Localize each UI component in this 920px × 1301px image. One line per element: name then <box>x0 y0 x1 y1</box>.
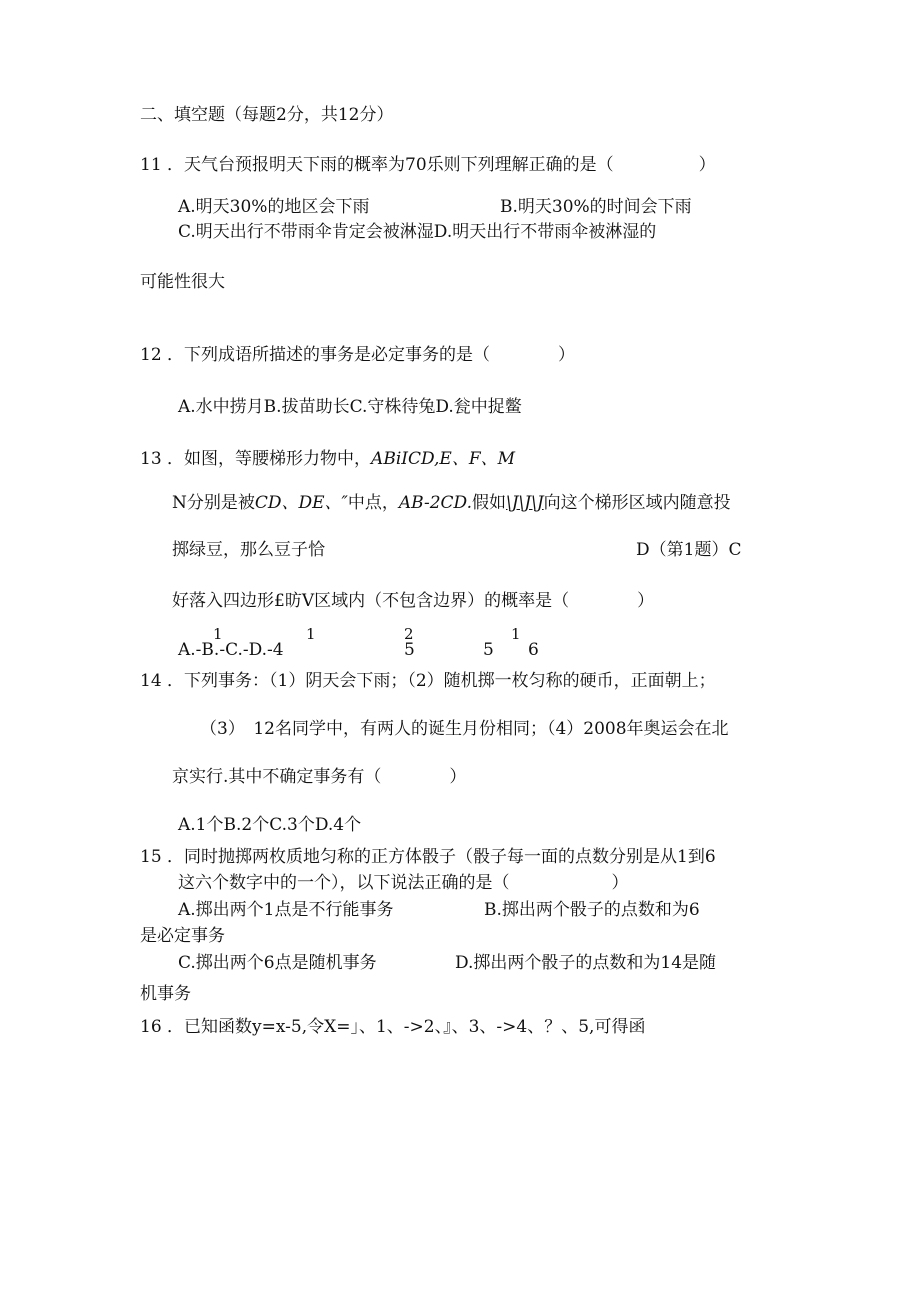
q15-option-a: A.掷出两个1点是不行能事务 <box>178 900 394 920</box>
q14-stem: 14 ．下列事务：（1）阴天会下雨；（2）随机掷一枚匀称的硬币，正面朝上； <box>140 671 716 691</box>
q14-line2: （3） 12名同学中，有两人的诞生月份相同；（4）2008年奥运会在北 <box>200 719 729 739</box>
q15-option-d: D.掷出两个骰子的点数和为14是随 <box>455 953 717 973</box>
q13-fraction-numerator-2: 1 <box>306 625 316 643</box>
q13-stem-text: 13 ．如图，等腰梯形力物中， <box>140 449 372 469</box>
q14-line3: 京实行.其中不确定事务有（ ） <box>172 767 467 787</box>
q13-fraction-denominator-3: 6 <box>528 640 539 660</box>
section-title: 二、填空题（每题2分，共12分） <box>140 105 394 125</box>
q11-stem: 11 ．天气台预报明天下雨的概率为70乐则下列理解正确的是（ ） <box>140 155 716 175</box>
q13-figure-caption: D（第1题）C <box>636 540 742 560</box>
q15-option-b: B.掷出两个骰子的点数和为6 <box>484 900 700 920</box>
q13-stem-math: ABiICD,E、F、M <box>371 449 516 469</box>
q13-line2-f: \J\J\J <box>506 493 544 513</box>
q11-option-a: A.明天30%的地区会下雨 <box>178 197 370 217</box>
q15-option-b-continued: 是必定事务 <box>140 926 225 946</box>
q13-options: A.-B.-C.-D.-4 <box>178 640 284 660</box>
q13-line3-text: 掷绿豆，那么豆子恰 <box>172 540 325 560</box>
q13-fraction-numerator-3: 2 <box>404 625 414 643</box>
q13-line2-a: N分别是被 <box>172 493 255 513</box>
q13-fraction-denominator-2: 5 <box>483 640 494 660</box>
q11-option-b: B.明天30%的时间会下雨 <box>500 197 692 217</box>
q15-stem-line2: 这六个数字中的一个），以下说法正确的是（ ） <box>178 873 629 893</box>
q13-line2-e: 假如 <box>472 493 506 513</box>
q15-stem: 15 ．同时抛掷两枚质地匀称的正方体骰子（骰子每一面的点数分别是从1到6 <box>140 847 716 867</box>
q13-line4: 好落入四边形£昉V区域内（不包含边界）的概率是（ ） <box>172 591 655 611</box>
q16-stem: 16 ．已知函数y=x-5,令X=」、1、->2、』、3、->4、？、5,可得函 <box>140 1017 646 1037</box>
q11-option-cd-continued: 可能性很大 <box>140 272 225 292</box>
q13-line2 <box>172 495 731 512</box>
q13-line2-d: AB-2CD. <box>398 493 472 513</box>
q13-line2-c: 中点， <box>347 493 399 513</box>
q13-fraction-denominator-1: 5 <box>404 640 415 660</box>
q15-option-c: C.掷出两个6点是随机事务 <box>178 953 377 973</box>
q14-options: A.1个B.2个C.3个D.4个 <box>178 815 362 835</box>
q13-line2-b: CD、DE、″ <box>254 493 348 513</box>
q13-stem <box>140 451 515 468</box>
q15-option-d-continued: 机事务 <box>140 984 191 1004</box>
q13-line2-g: 向这个梯形区域内随意投 <box>543 493 731 513</box>
q12-stem: 12 ．下列成语所描述的事务是必定事务的是（ ） <box>140 345 576 365</box>
q13-fraction-numerator-1: 1 <box>213 625 223 643</box>
q12-options: A.水中捞月B.拔苗助长C.守株待兔D.瓮中捉鳖 <box>178 397 522 417</box>
q11-option-cd: C.明天出行不带雨伞肯定会被淋湿D.明天出行不带雨伞被淋湿的 <box>178 222 657 242</box>
q13-fraction-numerator-4: 1 <box>511 625 521 643</box>
